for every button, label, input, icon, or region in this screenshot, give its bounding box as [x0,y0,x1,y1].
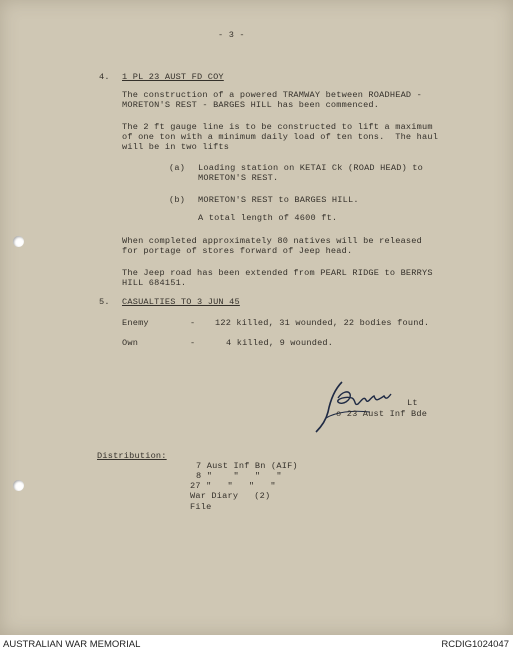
section-4-para-2-line-2: of one ton with a minimum daily load of ten tons. The haul [122,132,439,142]
casualties-enemy-label: Enemy [122,318,149,328]
section-5-heading: CASUALTIES TO 3 JUN 45 [122,297,240,307]
distribution-line-3: 27 " " " " [190,481,276,491]
signature-rank: Lt [407,398,418,408]
section-4-heading: 1 PL 23 AUST FD COY [122,72,224,82]
distribution-line-4: War Diary (2) [190,491,271,501]
total-length: A total length of 4600 ft. [198,213,338,223]
section-4-para-4-line-1: The Jeep road has been extended from PEARL RIDGE to BERRYS [122,268,433,278]
handwritten-signature [312,372,392,434]
section-4-para-3-line-1: When completed approximately 80 natives will be released [122,236,422,246]
section-5-number: 5. [99,297,110,307]
punch-hole-bottom [13,480,24,491]
section-4-para-1-line-2: MORETON'S REST - BARGES HILL has been commenced. [122,100,380,110]
archive-footer [0,635,513,653]
section-4-para-2-line-1: The 2 ft gauge line is to be constructed to lift a maximum [122,122,433,132]
casualties-own-dash: - [190,338,196,348]
distribution-line-1: 7 Aust Inf Bn (AIF) [196,461,298,471]
section-4-para-2-line-3: will be in two lifts [122,142,230,152]
section-4-para-3-line-2: for portage of stores forward of Jeep head. [122,246,353,256]
footer-record-id: RCDIG1024047 [441,639,509,650]
section-4-para-1-line-1: The construction of a powered TRAMWAY between ROADHEAD - [122,90,422,100]
section-4-number: 4. [99,72,110,82]
distribution-line-5: File [190,502,212,512]
page-number: - 3 - [218,30,245,40]
distribution-line-2: 8 " " " " [196,471,282,481]
signature-unit: o 23 Aust Inf Bde [336,409,428,419]
lift-b-text: MORETON'S REST to BARGES HILL. [198,195,359,205]
lift-a-line-1: Loading station on KETAI Ck (ROAD HEAD) to [198,163,423,173]
lift-a-line-2: MORETON'S REST. [198,173,279,183]
punch-hole-top [13,236,24,247]
casualties-own-text: 4 killed, 9 wounded. [226,338,334,348]
footer-institution: AUSTRALIAN WAR MEMORIAL [3,639,141,650]
lift-a-label: (a) [169,163,186,173]
section-4-para-4-line-2: HILL 684151. [122,278,187,288]
casualties-enemy-dash: - [190,318,196,328]
casualties-enemy-text: 122 killed, 31 wounded, 22 bodies found. [215,318,430,328]
casualties-own-label: Own [122,338,139,348]
distribution-label: Distribution: [97,451,167,461]
lift-b-label: (b) [169,195,186,205]
